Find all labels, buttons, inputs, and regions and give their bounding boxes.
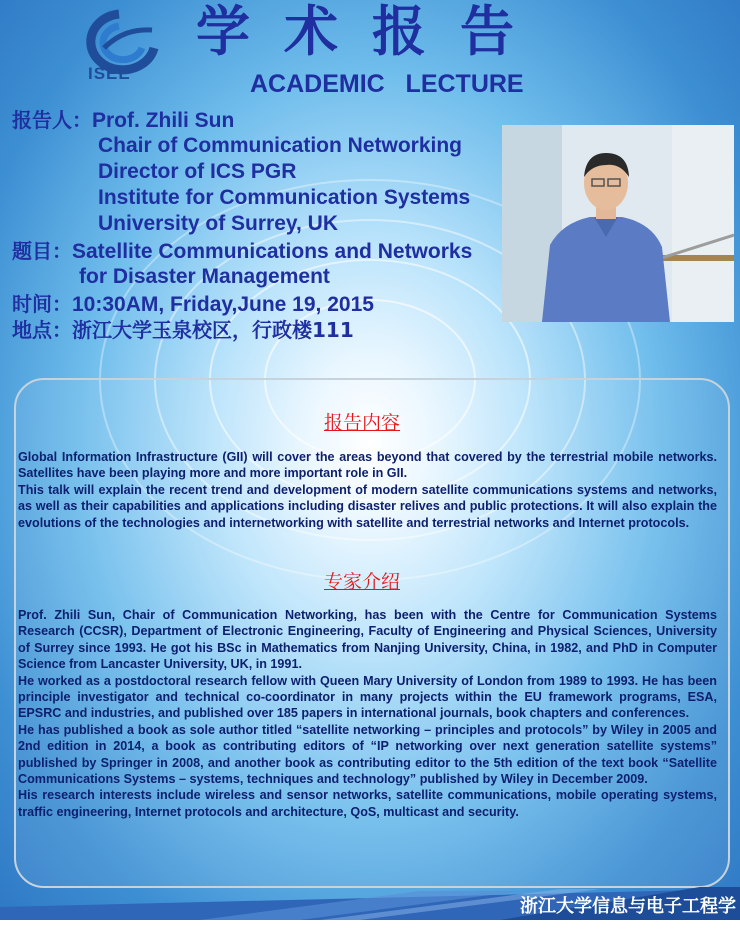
bio-paragraph-2: He worked as a postdoctoral research fellow with Queen Mary University of London from 1989 to 1993. He has been principle investigator and technical co-coordinator in many projects within the EU framework programs, ESA, EPSRC and industries, and published over 185 papers in international journals, book chapters and conferences. [18,673,717,721]
speaker-label: 报告人： [12,108,92,132]
place-value: 浙江大学玉泉校区，行政楼111 [72,318,354,342]
speaker-line [12,107,234,134]
topic-label: 题目： [12,239,72,263]
speaker-photo [502,125,734,322]
title-english: ACADEMIC LECTURE [250,70,524,98]
speaker-title-1: Chair of Communication Networking [98,134,463,157]
topic-title-1: Satellite Communications and Networks [72,240,473,263]
abstract-heading: 报告内容 [324,412,401,434]
topic-title-2: for Disaster Management [79,265,330,288]
abstract-paragraph-1: Global Information Infrastructure (GII) will cover the areas beyond that covered by the terrestrial mobile networks. Satellites have been playing more and more important role in GII. [18,450,717,481]
speaker-name: Prof. Zhili Sun [92,109,235,132]
abstract-text [18,449,717,531]
bio-heading: 专家介绍 [324,571,401,593]
place-line [12,317,354,344]
time-label: 时间： [12,292,72,316]
abstract-paragraph-2: This talk will explain the recent trend and development of modern satellite communications systems and networks, as well as their capabilities and applications including disaster relives and public protections. It will also explain the evolutions of the technologies and internetworking with satellite and terrestrial networks and Internet protocols. [18,482,717,530]
bio-paragraph-4: His research interests include wireless and sensor networks, satellite communications, mobile operating systems, traffic engineering, Internet protocols and architecture, QoS, multicast and security. [18,788,717,819]
bio-paragraph-3: He has published a book as sole author titled “satellite networking – principles and protocols” by Wiley in 2005 and 2nd edition in 2014, a book as contributing editors of “IP networking over next generation satellite systems” published by Springer in 2008, and another book as contributing editor to the 5th edition of the text book “Satellite Communications Systems – systems, techniques and technology” published by Wiley in December 2009. [18,722,717,787]
time-value: 10:30AM, Friday,June 19, 2015 [72,293,374,316]
bio-paragraph-1: Prof. Zhili Sun, Chair of Communication Networking, has been with the Centre for Communication Systems Research (CCSR), Department of Electronic Engineering, Faculty of Engineering and Physical Sciences, University of Surrey since 1993. He got his BSc in Mathematics from Nanjing University, China, in 1982, and PhD in Computer Science from Lancaster University, UK, in 1991. [18,608,717,672]
footer-department: 浙江大学信息与电子工程学系 [520,896,736,943]
logo-text: ISEE [88,64,131,83]
topic-line [12,238,472,265]
speaker-title-3: Institute for Communication Systems [98,186,471,209]
title-chinese: 学术报告 [196,0,548,63]
time-line [12,291,374,318]
speaker-title-4: University of Surrey, UK [98,212,339,235]
bio-text [18,607,717,820]
speaker-title-2: Director of ICS PGR [98,160,297,183]
place-label: 地点： [12,318,72,342]
